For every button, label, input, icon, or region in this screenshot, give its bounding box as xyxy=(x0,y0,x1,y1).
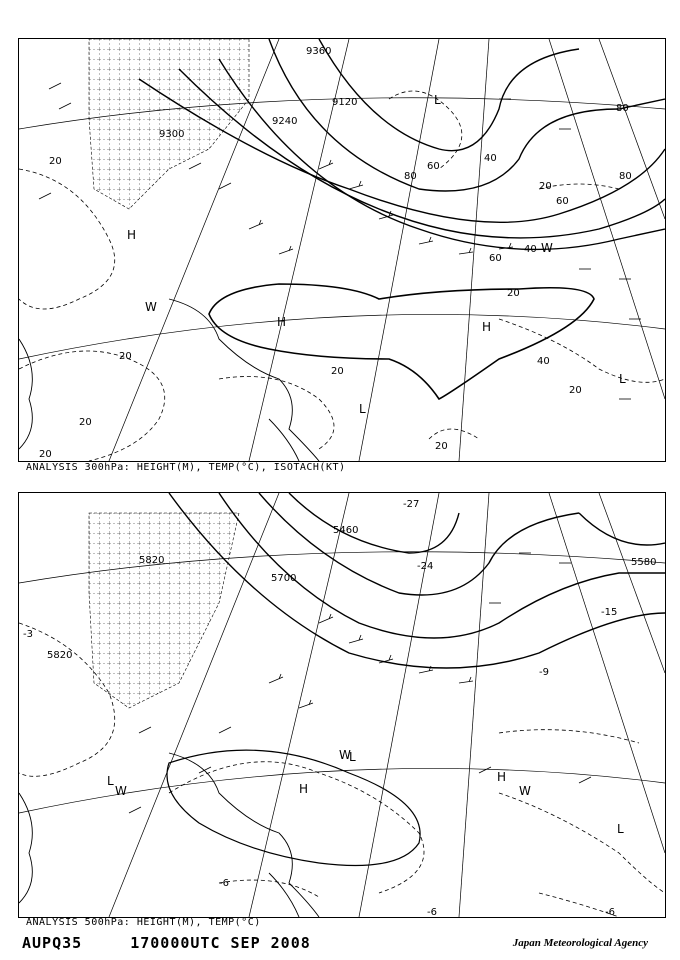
temperature-label: -24 xyxy=(417,561,434,572)
isotach-label: 80 xyxy=(616,103,629,114)
isotach-label: 60 xyxy=(556,196,569,207)
warm-center-label: W xyxy=(541,241,553,255)
isotach-label: 80 xyxy=(404,171,417,182)
height-label: 5820 xyxy=(47,650,73,661)
temperature-label: -9 xyxy=(539,667,549,678)
temperature-label: -6 xyxy=(427,907,437,917)
isotach-label: 20 xyxy=(569,385,582,396)
isotach-label: 20 xyxy=(507,288,520,299)
map-500hpa-chart xyxy=(19,493,665,917)
agency-credit: Japan Meteorological Agency xyxy=(512,937,648,949)
high-center-label: H xyxy=(497,770,507,784)
isotach-label: 20 xyxy=(49,156,62,167)
low-center-label: L xyxy=(359,402,366,416)
low-center-label: L xyxy=(349,750,356,764)
chart-footer xyxy=(22,934,349,952)
temperature-label: -6 xyxy=(605,907,615,917)
isotach-label: 40 xyxy=(537,356,550,367)
height-label: 5700 xyxy=(271,573,297,584)
high-center-label: H xyxy=(127,228,137,242)
isotach-label: 40 xyxy=(484,153,497,164)
temperature-label: -15 xyxy=(601,607,618,618)
isotach-label: 20 xyxy=(331,366,344,377)
chart-id: AUPQ35 xyxy=(22,934,83,952)
map-panel-300hpa xyxy=(18,38,666,462)
isotach-label: 20 xyxy=(39,449,52,460)
height-label: 9360 xyxy=(306,46,332,57)
warm-center-label: W xyxy=(519,784,531,798)
height-label: 9240 xyxy=(272,116,298,127)
temperature-label: -6 xyxy=(219,878,229,889)
temperature-label: -3 xyxy=(23,629,33,640)
low-center-label: L xyxy=(434,93,441,107)
warm-center-label: W xyxy=(115,784,127,798)
isotach-label: 40 xyxy=(524,244,537,255)
height-label: 5820 xyxy=(139,555,165,566)
isotach-label: 60 xyxy=(489,253,502,264)
warm-center-label: W xyxy=(339,748,351,762)
valid-time: 170000UTC SEP 2008 xyxy=(130,934,311,952)
jet-hatched-area xyxy=(89,39,249,209)
cold-hatched-area xyxy=(89,513,239,708)
height-contours xyxy=(169,493,665,668)
panel-caption-500hpa: ANALYSIS 500hPa: HEIGHT(M), TEMP(°C) xyxy=(26,917,261,928)
isotach-label: 20 xyxy=(119,351,132,362)
high-center-label: H xyxy=(277,315,287,329)
height-label: 5580 xyxy=(631,557,657,568)
low-center-label: L xyxy=(619,372,626,386)
height-label: 5460 xyxy=(333,525,359,536)
low-center-label: L xyxy=(107,774,114,788)
isotach-label: 20 xyxy=(435,441,448,452)
panel-caption-300hpa: ANALYSIS 300hPa: HEIGHT(M), TEMP(°C), ISOTACH(KT) xyxy=(26,462,346,473)
isotach-label: 60 xyxy=(427,161,440,172)
coastlines xyxy=(19,299,319,461)
height-label: 9120 xyxy=(332,97,358,108)
coastlines xyxy=(19,753,319,917)
temperature-label: -27 xyxy=(403,499,420,510)
warm-center-label: W xyxy=(145,300,157,314)
height-label: 9300 xyxy=(159,129,185,140)
isotach-20kt-region xyxy=(209,284,594,399)
map-panel-500hpa xyxy=(18,492,666,918)
isotach-label: 20 xyxy=(79,417,92,428)
low-center-label: L xyxy=(617,822,624,836)
map-300hpa-chart xyxy=(19,39,665,461)
high-center-label: H xyxy=(482,320,492,334)
isotach-label: 20 xyxy=(539,181,552,192)
isotach-label: 80 xyxy=(619,171,632,182)
high-center-label: H xyxy=(299,782,309,796)
height-contour-south xyxy=(167,750,420,865)
